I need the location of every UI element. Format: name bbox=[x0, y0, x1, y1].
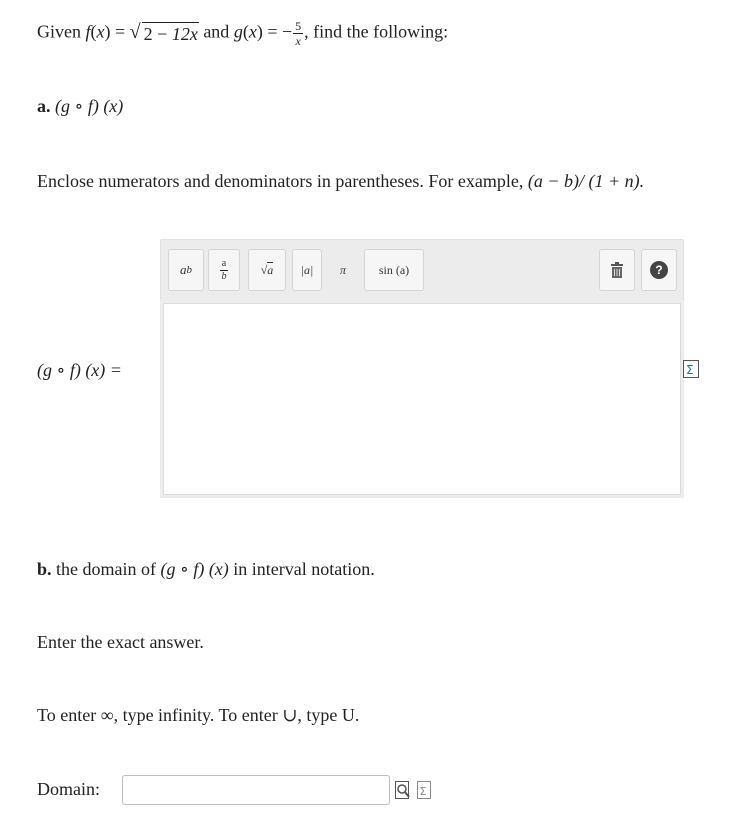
infinity-symbol: ∞ bbox=[100, 705, 114, 725]
g-name: g bbox=[233, 21, 243, 42]
absolute-value-button[interactable]: |a| bbox=[292, 249, 322, 291]
preview-answer-icon[interactable] bbox=[395, 781, 411, 799]
pi-button[interactable]: π bbox=[339, 262, 346, 277]
part-a-instructions: Enclose numerators and denominators in parentheses. For example, (a − b)/ (1 + n). bbox=[37, 171, 645, 191]
part-b-heading: b. the domain of (g ∘ f) (x) in interval notation. bbox=[37, 559, 375, 579]
equation-editor-icon[interactable] bbox=[683, 360, 699, 378]
domain-input[interactable] bbox=[122, 775, 390, 805]
svg-text:Σ: Σ bbox=[686, 363, 694, 377]
part-a-expression: (g ∘ f) (x) bbox=[55, 96, 124, 116]
f-name: f bbox=[85, 21, 91, 42]
equation-editor-icon-b[interactable] bbox=[417, 781, 433, 799]
problem-statement: Given f(x) = √ 2 − 12x and g(x) = − $\frac{5}{x}$ , find the following: bbox=[37, 19, 449, 48]
fraction-button[interactable]: $\frac{a}{b}$ bbox=[208, 249, 240, 291]
question-icon: ? bbox=[650, 261, 668, 279]
svg-text:Σ: Σ bbox=[419, 785, 427, 798]
part-a-heading bbox=[37, 96, 123, 118]
sin-button[interactable]: sin (a) bbox=[364, 249, 424, 291]
power-button[interactable]: a b bbox=[168, 249, 204, 291]
help-button[interactable] bbox=[641, 249, 677, 291]
part-b-expression: (g ∘ f) (x) bbox=[160, 559, 229, 579]
math-answer-input[interactable] bbox=[163, 303, 681, 495]
sqrt-button[interactable]: √ a bbox=[248, 249, 286, 291]
math-answer-editor[interactable] bbox=[160, 300, 684, 498]
intro-tail: , find the following: bbox=[304, 21, 449, 42]
trash-icon bbox=[610, 262, 624, 278]
trash-button[interactable] bbox=[599, 249, 635, 291]
and-text: and bbox=[203, 21, 230, 42]
exact-answer-note: Enter the exact answer. bbox=[37, 632, 204, 652]
given-text: Given bbox=[37, 21, 81, 42]
example-expression: (a − b)/ (1 + n). bbox=[527, 171, 645, 191]
union-symbol: ∪ bbox=[282, 705, 298, 725]
part-a-label: a. bbox=[37, 96, 51, 116]
math-editor-toolbar bbox=[160, 239, 684, 301]
answer-label-a: (g ∘ f) (x) = bbox=[37, 360, 122, 380]
f-sqrt: √ 2 − 12x bbox=[129, 20, 198, 44]
domain-label: Domain: bbox=[37, 779, 100, 799]
infinity-note: To enter ∞, type infinity. To enter ∪, type U. bbox=[37, 705, 360, 725]
part-b-label: b. bbox=[37, 559, 52, 579]
g-fraction: $\frac{5}{x}$ bbox=[295, 19, 302, 48]
